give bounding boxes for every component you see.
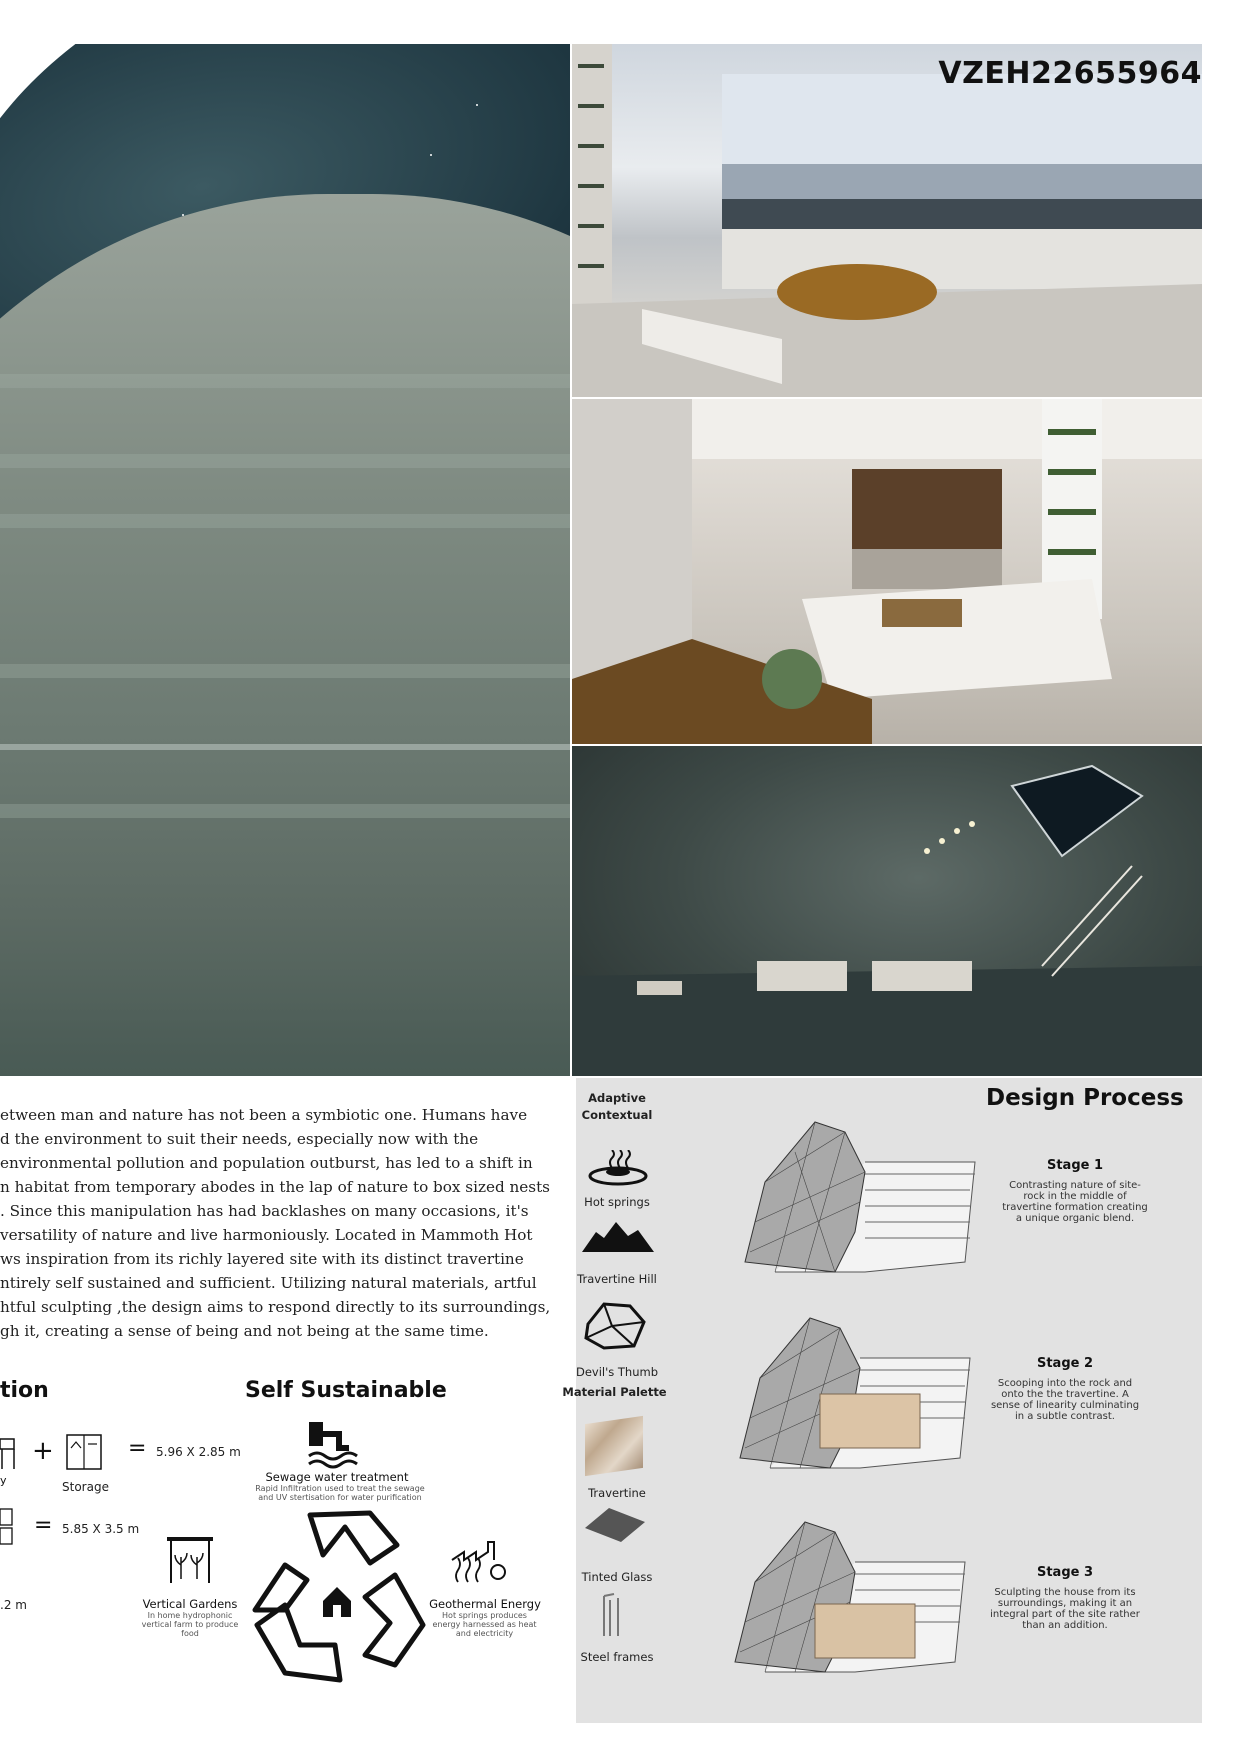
stage-2-model — [730, 1308, 980, 1473]
hot-springs-label: Hot springs — [584, 1195, 650, 1209]
interior-render-cave-bedroom — [572, 746, 1202, 1076]
stage-1-model — [735, 1112, 985, 1277]
storage-icon — [66, 1434, 102, 1472]
stage-2-desc: Scooping into the rock and onto the the travertine. A sense of linearity culminating in a subtle contrast. — [990, 1378, 1140, 1422]
project-code: VZEH22655964 — [938, 56, 1202, 91]
storage-label: Storage — [62, 1480, 109, 1494]
travertine-swatch — [585, 1416, 643, 1476]
steel-frames-swatch — [600, 1592, 628, 1638]
steel-frames-label: Steel frames — [580, 1650, 654, 1664]
intro-paragraph — [0, 1103, 550, 1343]
interior-render-living — [572, 44, 1202, 397]
tinted-glass-label: Tinted Glass — [581, 1570, 653, 1584]
material-palette-heading: Material Palette — [562, 1385, 667, 1399]
hot-springs-icon — [588, 1150, 648, 1186]
intro-line: n habitat from temporary abodes in the lap of nature to box sized nests — [0, 1178, 550, 1196]
intro-line: . Since this manipulation has had backlashes on many occasions, it's — [0, 1202, 529, 1220]
furniture-icon — [0, 1435, 20, 1475]
stage-3-title: Stage 3 — [1036, 1565, 1094, 1580]
sewage-icon — [305, 1420, 361, 1470]
vertical-gardens-title: Vertical Gardens — [142, 1597, 238, 1611]
sewage-desc: Rapid Infiltration used to treat the sewage and UV stertisation for water purification — [255, 1484, 425, 1502]
vertical-gardens-desc: In home hydrophonic vertical farm to produce food — [141, 1611, 239, 1638]
intro-line: gh it, creating a sense of being and not being at the same time. — [0, 1322, 489, 1340]
intro-line: htful sculpting ,the design aims to respond directly to its surroundings, — [0, 1298, 551, 1316]
travertine-hill-icon — [582, 1220, 654, 1252]
dimension-2: 5.85 X 3.5 m — [62, 1522, 140, 1536]
stage-3-model — [725, 1512, 975, 1677]
intro-line: versatility of nature and live harmoniously. Located in Mammoth Hot — [0, 1226, 533, 1244]
design-process-heading: Design Process — [986, 1085, 1184, 1111]
geothermal-icon — [450, 1540, 510, 1584]
tinted-glass-swatch — [585, 1508, 645, 1544]
travertine-label: Travertine — [588, 1486, 646, 1500]
geothermal-title: Geothermal Energy — [429, 1597, 541, 1611]
recycle-icon — [245, 1505, 430, 1685]
stage-1-title: Stage 1 — [1046, 1158, 1104, 1173]
hero-render-image — [0, 44, 570, 1076]
vertical-garden-icon — [165, 1535, 215, 1585]
interior-render-lounge — [572, 399, 1202, 744]
stage-2-title: Stage 2 — [1036, 1356, 1094, 1371]
dimension-1: 5.96 X 2.85 m — [156, 1445, 241, 1459]
equals-sign: = — [34, 1513, 53, 1538]
furniture-label-partial: y — [0, 1474, 7, 1487]
plus-sign: + — [32, 1436, 54, 1466]
intro-line: etween man and nature has not been a symbiotic one. Humans have — [0, 1106, 528, 1124]
cabinet-icon — [0, 1508, 14, 1548]
intro-line: d the environment to suit their needs, especially now with the — [0, 1130, 479, 1148]
sewage-title: Sewage water treatment — [265, 1470, 409, 1484]
geothermal-desc: Hot springs produces energy harnessed as heat and electricity — [432, 1611, 537, 1638]
intro-line: ntirely self sustained and sufficient. Utilizing natural materials, artful — [0, 1274, 537, 1292]
self-sustainable-heading: Self Sustainable — [245, 1378, 447, 1403]
stage-3-desc: Sculpting the house from its surroundings, making it an integral part of the site rather than an addition. — [990, 1587, 1140, 1631]
stage-1-desc: Contrasting nature of site-rock in the middle of travertine formation creating a unique organic blend. — [1002, 1180, 1148, 1224]
devils-thumb-icon — [582, 1300, 648, 1352]
dimension-3-partial: .2 m — [0, 1598, 27, 1612]
equals-sign: = — [128, 1436, 147, 1461]
travertine-hill-label: Travertine Hill — [577, 1272, 657, 1286]
intro-line: ws inspiration from its richly layered site with its distinct travertine — [0, 1250, 524, 1268]
devils-thumb-label: Devil's Thumb — [575, 1365, 659, 1379]
intro-line: environmental pollution and population outburst, has led to a shift in — [0, 1154, 533, 1172]
section-heading-partial: tion — [0, 1378, 49, 1403]
adaptive-contextual-heading: Adaptive Contextual — [581, 1091, 653, 1122]
